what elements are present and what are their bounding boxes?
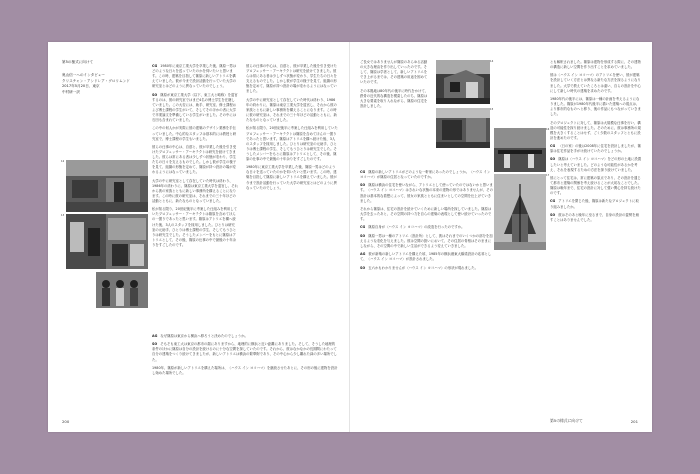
- body-text: 大学の中に研究室として存在していた時代は終わり、1986年の終わりに、篠原は東京工業大学を退官し、それから彼の家族とともに新しい事務所を構えることになります。この時に彼の研究室は、それまでの三十年ほどの活動とともに、新たなものとなっていました。: [246, 97, 337, 123]
- body-text: [360, 60, 430, 85]
- body-text: 彼は〈ハウス イン ヨコハマ〉のアトリエを使い、彼が建築を設計していく方法とは異なる新たな方法を探るようになりました。大学で教えていたころとは違い、自らの設計を中心にして新しい時代の建築を求めたのです。: [550, 73, 641, 93]
- photo-house-garden: [436, 108, 490, 148]
- body-text: それから篠原は、住宅の設計を続けていくために新しい場所を探していました。篠原は大学を去ったあと、その空間の持つ力を自らの建築の表現として使い続けていったのです。: [360, 206, 492, 222]
- body-text: [360, 252, 494, 262]
- body-text: 〈日の家〉の後は2008年に住宅を設計しましたが、篠原は住宅作品を手がけ続けていたのでしょうか。: [550, 144, 641, 154]
- speaker-initials: SO: [360, 233, 366, 238]
- text-column-2: [152, 334, 338, 404]
- body-text: 私が知る限り、20世紀後半に考案した仕組みを利用していたプロフェッサー・アーキテクトは篠原を含めてほんの一握りであったと思います。篠原はアトリエを構へ続けた後、3人のスタッフを採用しました。ひとりは研究室の元助手、ひとりは博士課程の学生、そしてもうひとりは研究生でした。そうしたメンバーをもとに篠原はアトリエとして、その後、篠原の仕事の中で最後の十年余りをすごしたのです。: [246, 126, 338, 161]
- body-text: 1980年に東京工業大学を卒業した後、篠原一男はどのような日々を送っていたのかを伺いたいと思います。この時、建築を目指して篠原に新しいアトリエを構えていました。彼が今まで設計活動を行っていた大学の研究室とはどのように異なっていたのでしょう。: [246, 165, 337, 190]
- speaker-initials: SO: [152, 92, 158, 97]
- body-text: とも解釈されました。篠原は建物を形成する際に、その建物の構造に新しい空間を作り出すことを求めていました。: [550, 60, 641, 70]
- speaker-initials: CG: [550, 144, 556, 149]
- photo-room-interior: [494, 128, 546, 172]
- body-text: [152, 207, 238, 248]
- body-text: 篠原は〈ハウス イン ヨコハマ〉をどの形の土地に設置したいと考えていました。どのような可能性があるかを考え、それを表現するための方法を探り続けていました。: [550, 157, 642, 172]
- speaker-initials: CG: [550, 199, 556, 204]
- body-text: なぜ篠原は東京から横浜へ移ろうと決めたのでしょうか。: [160, 334, 248, 338]
- speaker-initials: CG: [360, 170, 366, 174]
- body-text: [152, 179, 238, 204]
- photo-number: 12: [61, 160, 65, 163]
- body-text: その本拠地は80年代の後半に時代をかけて、鉄骨の近代的な構造を模索したのち、篠原は大きな要素を取り入れながら、篠原の住宅を設計しました。: [360, 88, 429, 108]
- body-text: [246, 165, 338, 190]
- body-text: [152, 366, 338, 376]
- body-text: [246, 64, 338, 95]
- speaker-initials: SO: [152, 342, 158, 347]
- body-text: 彼が新築の新しいアトリエを構えた頃、1985年の横浜港東大橋梁設計の応募として、〈ハウス イン ヨコハマ〉が設計されました。: [360, 252, 492, 262]
- body-text: [550, 199, 642, 209]
- speaker-initials: AG: [152, 334, 158, 338]
- body-text: 1980年代の後半には、篠原は一種の計画を考えるようになりました。篠原が1980年代後半に描いた建築への視点は、より都市的なものへと移り、後の作品にもつながっていきました。: [550, 96, 641, 117]
- body-text: [360, 225, 494, 230]
- speaker-initials: CG: [152, 64, 158, 68]
- body-text: [550, 157, 642, 172]
- body-text: [550, 213, 642, 223]
- interview-line: クリスチャン・アンドレア・グロリムンド: [62, 78, 130, 83]
- body-text: 篠原が東京工業大学（以下、東工大と略称）を退官するのは、彼の研究室ではまだ4名の博士学生を在籍していました。この大変には、助手、研究室、修士課程および博士課程の学生がいて、そしてそのほかの者に大学で卒業論文を準備している学生がいました。その中には石田も含まれていました。: [152, 92, 238, 123]
- photo-workers-desks: [66, 214, 148, 269]
- speaker-initials: SO: [550, 157, 556, 162]
- body-text: [360, 207, 494, 222]
- body-text: [152, 342, 338, 362]
- right-page: [350, 42, 652, 432]
- body-text: 彼にとって住宅は、常に建築の原点であり、その設計を通じて都市と建築の関係を考え続けることが大切なことでした。篠原は晩年まで、住宅の設計に対して強い関心を持ち続けたのです。: [550, 175, 641, 196]
- chapter-title: 第5の様式に向けて: [62, 60, 94, 64]
- interview-line: 中村研一訳: [62, 90, 80, 95]
- body-text: [152, 126, 238, 141]
- body-text: [360, 266, 494, 271]
- body-text: [246, 126, 338, 162]
- body-text: [246, 98, 338, 123]
- speaker-initials: SO: [550, 212, 556, 217]
- book-spread: [48, 42, 652, 432]
- photo-studio-interior: [66, 160, 148, 212]
- interview-line: 2017年5月20日、東京: [62, 84, 100, 89]
- speaker-initials: SO: [360, 265, 366, 270]
- photo-number: 13: [61, 214, 65, 217]
- body-text: 篠原自身が〈ハウス イン ヨコハマ〉の改造を行ったのですか。: [368, 225, 465, 230]
- body-text: [152, 334, 338, 339]
- page-number-right: 201: [630, 419, 638, 424]
- speaker-initials: CG: [360, 225, 366, 230]
- left-page: [48, 42, 350, 432]
- body-text: この中の何人かが実際に彼の建築のデザイン業務を手伝っていました。中心的なスタッフは基本的には教授と研究室で、博士課程の学生もいました。: [152, 126, 237, 141]
- text-column-3: [360, 60, 430, 166]
- body-text: [360, 170, 494, 180]
- body-text: アトリエを閉じた後、篠原は新たなプロジェクトに取り組みましたか。: [550, 199, 639, 209]
- speaker-initials: AG: [360, 252, 366, 257]
- body-text: [360, 234, 494, 249]
- body-text: 篠原は横浜の住宅を使いながら、アトリエとして使っていたのではないかと思います。〈ハウス イン ヨコハマ〉はきれいな状態の本来の建物の形ではありませんが、その設計は基本的な着想によって、彼女の家族とともに住まいとしての空間を仕上げていきました。: [360, 183, 493, 203]
- speaker-initials: SO: [360, 183, 366, 188]
- body-text: 1980年、篠原が新しいアトリエを構えた場所は、〈ハウス イン ヨコハマ〉を継続させたあとに、その形の後に建物を設計し始めた場所でした。: [152, 365, 338, 375]
- body-text: そのプロジェクトに対して、篠原は大規模な仕事を行い、構造の可能性を探り続けました。そのために、彼は事務所の規模を大きくすることはせず、ごく少数のスタッフとともに設計を進めたのです。: [550, 120, 641, 140]
- body-text: [152, 64, 238, 89]
- photo-number: 14: [490, 60, 494, 63]
- body-text: ご長女ではありませんが篠原のあらゆる活動の大きな理由を作り出していったのです。そして、篠原は学者として、新しいアトリエをでき上がるまでは、その建築の用途を固めていたのです。: [360, 60, 428, 85]
- text-column-4: [360, 170, 494, 406]
- body-text: [550, 60, 642, 70]
- body-text: 彼はそのあと晩年に至るまで、自身の設計の姿勢を崩すことはありませんでした。: [550, 212, 639, 222]
- interview-info: [62, 60, 144, 96]
- body-text: 五六かもわかりませんが〈ハウス イン ヨコハマ〉の形状が現れました。: [368, 265, 479, 270]
- body-text: [550, 121, 642, 141]
- body-text: 彼らの仕事の中心は、自邸と、彼が卒業した後を引き受けたプロフェッサー・アーキテクトは研究を続けてきました。彼らは常にある者は少しずつ状態が変わり、学生たちの日々を支えるものでした。しかし彼が学生の様子を見て、組織の形態を定めて、篠原が持つ設計の場が変わるようにはなっていました。: [152, 144, 237, 175]
- photo-team-portrait: [96, 272, 148, 308]
- photo-number: 16: [546, 128, 550, 131]
- body-text: 篠原一男は一種のアトリエ（設計所）として、彼はそれまでのいくつかの部分を加えるような変化を与えました。彼は空間の扱いにおいて、その住居の骨格はそのままにしながら、その空間の中で新しい生活ができるよう変えていきました。: [360, 233, 493, 248]
- photo-architectural-model: [494, 174, 546, 250]
- photo-number: 17: [546, 174, 550, 177]
- body-text: [550, 97, 642, 117]
- body-text: [360, 89, 430, 109]
- body-text: 彼らの仕事の中心は、自邸と、彼が卒業した後を引き受けたプロフェッサー・アーキテクトは研究を続けてきました。彼らは常にある者は少しずつ状態が変わり、学生たちの日々を支えるものでした。しかし彼が学生の様子を見て、組織の形態を定めて、篠原が持つ設計の場が変わるようにはなっていました。: [246, 64, 337, 94]
- page-number-left: 200: [62, 419, 70, 424]
- photo-house-exterior: [436, 60, 490, 104]
- body-text: [550, 73, 642, 93]
- body-text: 1980年に東京工業大学を卒業した後、篠原一男はどのような日々を送っていたのかを伺いたいと思います。この時、建築を目指して篠原に新しいアトリエを構えていました。彼が今まで設計活動を行っていた大学の研究室とはどのように異なっていたのでしょう。: [152, 64, 237, 89]
- body-text: [360, 183, 494, 203]
- body-text: 私が知る限り、20世紀後半に考案した仕組みを利用していたプロフェッサー・アーキテクトは篠原を含めてほんの一握りであったと思います。篠原はアトリエを構へ続けた後、3人のスタッフを採用しました。ひとりは研究室の元助手、ひとりは博士課程の学生、そしてもうひとりは研究生でした。そうしたメンバーをもとに篠原はアトリエとして、その後、篠原の仕事の中で最後の十年余りをすごしたのです。: [152, 207, 238, 247]
- body-text: [550, 144, 642, 154]
- body-text: [152, 93, 238, 124]
- body-text: 大学の中に研究室として存在していた時代は終わり、1986年の終わりに、篠原は東京工業大学を退官し、それから彼の家族とともに新しい事務所を構えることになります。この時に彼の研究室は、それまでの三十年ほどの活動とともに、新たなものとなっていました。: [152, 178, 238, 203]
- body-text: 篠原の新しいアトリエがどのような一軒家にあったのでしょうか。〈ハウス イン ヨコハマ〉が篠原の住居となっていたのですか。: [360, 170, 491, 180]
- interview-line: 奥山信一へのインタビュー: [62, 72, 105, 77]
- photo-number: 15: [490, 108, 494, 111]
- running-title: 第5の様式に向けて: [550, 418, 583, 423]
- body-text: [550, 176, 642, 196]
- body-text: [152, 145, 238, 176]
- text-column-1b: [246, 64, 338, 332]
- text-column-5: [550, 60, 642, 404]
- body-text: そもそも東工大は東京の都市の端にありますから、地理的に横浜と近い距離にありました。そして、そうした地理的条件のほかに篠原は自分の設計を続けるのに十分な空間を探していたのです。それから、彼はなかなかの長期間にわたって自分の建築をつくり続けてきましたが、新しいアトリエは横浜の繁華街であり、その中心から少し離れた緑の多い場所でした。: [152, 342, 337, 362]
